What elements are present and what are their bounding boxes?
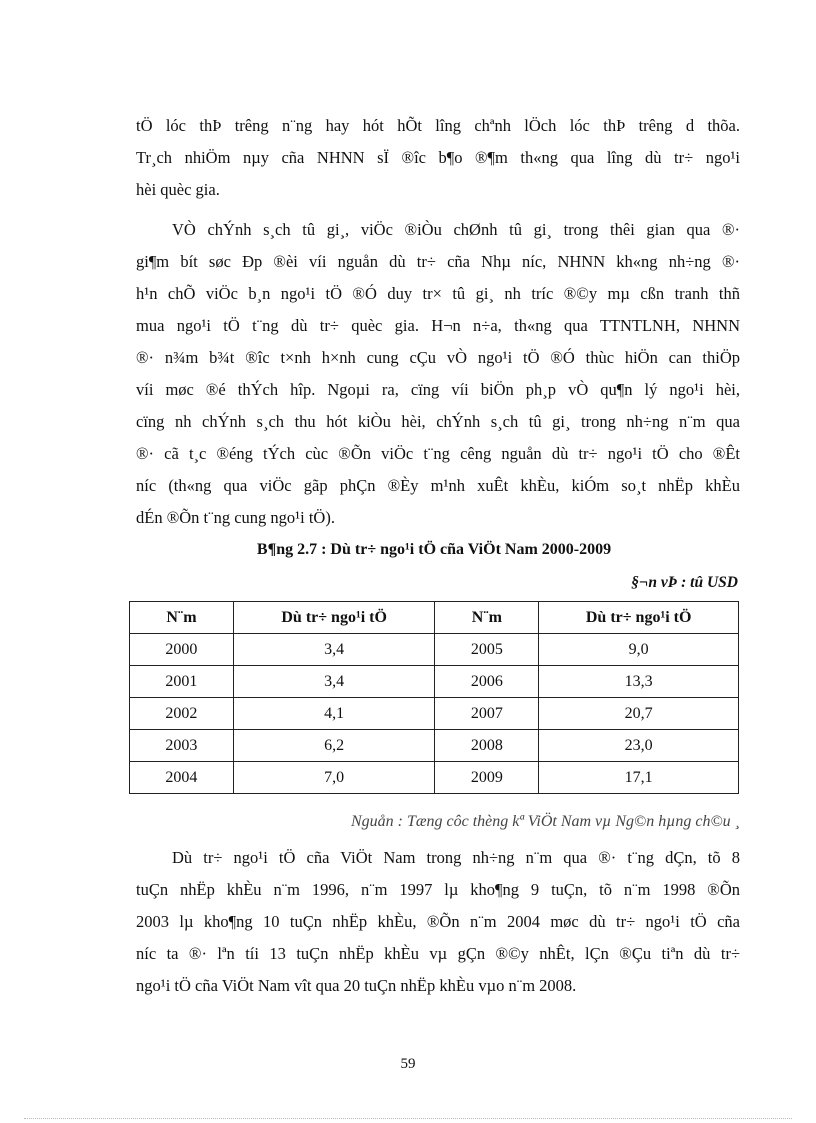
cell-year: 2003: [130, 730, 234, 762]
header-reserves: Dù tr÷ ngo¹i tÖ: [233, 602, 435, 634]
cell-year: 2002: [130, 698, 234, 730]
cell-value: 20,7: [539, 698, 739, 730]
text-line: 2003 lµ kho¶ng 10 tuÇn nhËp khÈu, ®Õn n¨m 2004 møc dù tr÷ ngo¹i tÖ cña: [136, 912, 740, 931]
cell-year: 2001: [130, 666, 234, 698]
header-year: N¨m: [130, 602, 234, 634]
cell-value: 23,0: [539, 730, 739, 762]
text-line: hèi quèc gia.: [136, 180, 220, 199]
text-line: cïng nh chÝnh s¸ch thu hót kiÒu hèi, chÝnh s¸ch tû gi¸ trong nh÷ng n¨m qua: [136, 412, 740, 431]
page-bottom-divider: [24, 1118, 792, 1119]
cell-value: 6,2: [233, 730, 435, 762]
text-line: ®· n¾m b¾t ®îc t×nh h×nh cung cÇu vÒ ngo¹i tÖ ®Ó thùc hiÖn can thiÖp: [136, 348, 740, 367]
cell-year: 2004: [130, 762, 234, 794]
cell-year: 2000: [130, 634, 234, 666]
cell-value: 4,1: [233, 698, 435, 730]
table-row: [130, 762, 739, 794]
table-caption: B¶ng 2.7 : Dù tr÷ ngo¹i tÖ cña ViÖt Nam 2000-2009: [256, 541, 612, 558]
table-row: [130, 730, 739, 762]
text-line: víi møc ®é thÝch hîp. Ngoµi ra, cïng víi biÖn ph¸p vÒ qu¶n lý ngo¹i hèi,: [136, 380, 740, 399]
text-line: níc ta ®· lªn tíi 13 tuÇn nhËp khÈu vµ gÇn ®©y nhÊt, lÇn ®Çu tiªn dù tr÷: [136, 944, 740, 963]
reserves-table: [129, 601, 739, 794]
header-year: N¨m: [435, 602, 539, 634]
cell-year: 2006: [435, 666, 539, 698]
text-line: VÒ chÝnh s¸ch tû gi¸, viÖc ®iÒu chØnh tû gi¸ trong thêi gian qua ®·: [172, 220, 740, 239]
text-line: Dù tr÷ ngo¹i tÖ cña ViÖt Nam trong nh÷ng n¨m qua ®· t¨ng dÇn, tõ 8: [172, 848, 740, 867]
page-number: 59: [400, 1056, 416, 1072]
header-reserves: Dù tr÷ ngo¹i tÖ: [539, 602, 739, 634]
cell-year: 2008: [435, 730, 539, 762]
text-line: gi¶m bít søc Ðp ®èi víi nguån dù tr÷ cña Nhµ níc, NHNN kh«ng nh÷ng ®·: [136, 252, 740, 271]
table-unit-label: §¬n vÞ : tû USD: [631, 574, 738, 591]
text-line: h¹n chÕ viÖc b¸n ngo¹i tÖ ®Ó duy tr× tû gi¸ nh tríc ®©y mµ cßn tranh thñ: [136, 284, 740, 303]
cell-year: 2009: [435, 762, 539, 794]
cell-value: 7,0: [233, 762, 435, 794]
cell-year: 2005: [435, 634, 539, 666]
text-line: Tr¸ch nhiÖm nµy cña NHNN sÏ ®îc b¶o ®¶m th«ng qua lîng dù tr÷ ngo¹i: [136, 148, 740, 167]
text-line: ngo¹i tÖ cña ViÖt Nam vît qua 20 tuÇn nhËp khÈu vµo n¨m 2008.: [136, 976, 577, 995]
cell-value: 17,1: [539, 762, 739, 794]
text-line: mua ngo¹i tÖ t¨ng dù tr÷ quèc gia. H¬n n÷a, th«ng qua TTNTLNH, NHNN: [136, 316, 740, 335]
paragraph-continuation: [136, 110, 740, 206]
cell-value: 3,4: [233, 666, 435, 698]
table-header-row: [130, 602, 739, 634]
text-line: ®· cã t¸c ®éng tÝch cùc ®Õn viÖc t¨ng cêng nguån dù tr÷ ngo¹i tÖ cho ®Êt: [136, 444, 740, 463]
table-row: [130, 666, 739, 698]
cell-value: 3,4: [233, 634, 435, 666]
text-line: dÉn ®Õn t¨ng cung ngo¹i tÖ).: [136, 508, 335, 527]
table-source-note: Nguån : Tæng côc thèng kª ViÖt Nam vµ Ng©n hµng ch©u ¸: [350, 813, 740, 830]
paragraph-reserve-growth: [136, 842, 740, 1002]
cell-year: 2007: [435, 698, 539, 730]
text-line: tÖ lóc thÞ trêng n¨ng hay hót hÕt lîng chªnh lÖch lóc thÞ trêng d thõa.: [136, 116, 740, 135]
table-row: [130, 634, 739, 666]
table-row: [130, 698, 739, 730]
cell-value: 13,3: [539, 666, 739, 698]
cell-value: 9,0: [539, 634, 739, 666]
text-line: tuÇn nhËp khÈu n¨m 1996, n¨m 1997 lµ kho¶ng 9 tuÇn, tõ n¨m 1998 ®Õn: [136, 880, 740, 899]
text-line: níc (th«ng qua viÖc gãp phÇn ®Èy m¹nh xuÊt khÈu, kiÓm so¸t nhËp khÈu: [136, 476, 740, 495]
paragraph-exchange-rate-policy: [136, 214, 740, 534]
